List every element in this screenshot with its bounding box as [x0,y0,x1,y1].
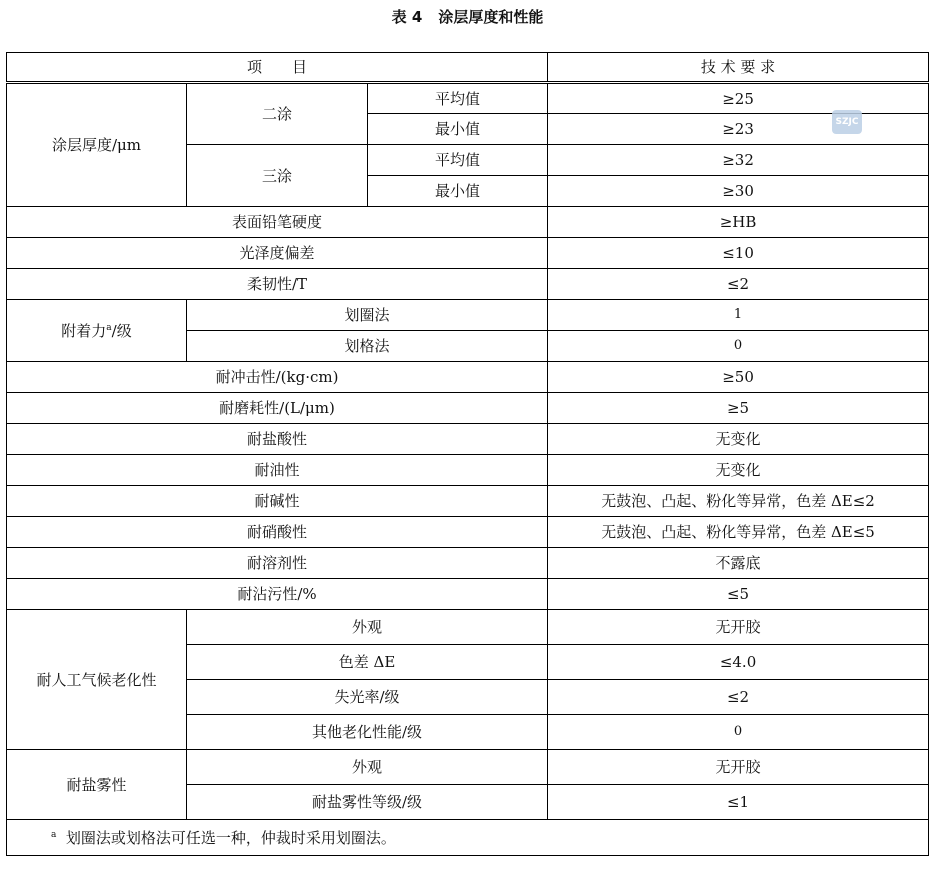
cell-value: ≤2 [548,680,929,715]
cell-value: ≥50 [548,362,929,393]
cell-value: 无鼓泡、凸起、粉化等异常，色差 ΔE≤5 [548,517,929,548]
row-label: 耐油性 [7,455,548,486]
cell-value: 1 [548,300,929,331]
table-row [7,393,929,424]
cell-value: 无鼓泡、凸起、粉化等异常，色差 ΔE≤2 [548,486,929,517]
properties-table [6,52,929,856]
row-label-minimum: 最小值 [368,176,548,207]
row-label-salt-spray: 耐盐雾性 [7,750,187,820]
table-row [7,486,929,517]
row-label: 外观 [187,610,548,645]
cell-value: ≥30 [548,176,929,207]
adhesion-unit: /级 [111,321,132,340]
footnote-marker: a [106,322,112,333]
cell-value: ≤2 [548,269,929,300]
table-header-row [7,53,929,83]
row-label: 耐沾污性/% [7,579,548,610]
table-row [7,424,929,455]
table-row [7,455,929,486]
footnote-marker: a [51,829,57,840]
row-label-adhesion [7,300,187,362]
cell-value: ≥32 [548,145,929,176]
cell-value: 不露底 [548,548,929,579]
row-label: 耐溶剂性 [7,548,548,579]
table-row [7,750,929,785]
cell-value: 无变化 [548,424,929,455]
row-label: 表面铅笔硬度 [7,207,548,238]
cell-value: 0 [548,331,929,362]
row-label-average: 平均值 [368,83,548,114]
table-row [7,207,929,238]
cell-value: 无变化 [548,455,929,486]
table-footnote-row [7,820,929,856]
row-label: 失光率/级 [187,680,548,715]
cell-value: 无开胶 [548,610,929,645]
table-row [7,610,929,645]
row-label: 耐磨耗性/(L/μm) [7,393,548,424]
table-row [7,548,929,579]
row-label: 光泽度偏差 [7,238,548,269]
row-label-coat3: 三涂 [187,145,368,207]
table-row [7,83,929,114]
table-row [7,362,929,393]
row-label: 外观 [187,750,548,785]
row-label-weathering: 耐人工气候老化性 [7,610,187,750]
table-row [7,300,929,331]
row-label: 划格法 [187,331,548,362]
row-label: 耐碱性 [7,486,548,517]
row-label-minimum: 最小值 [368,114,548,145]
table-title [0,6,935,28]
cell-value: ≤1 [548,785,929,820]
row-label: 耐盐酸性 [7,424,548,455]
row-label: 色差 ΔE [187,645,548,680]
row-label: 其他老化性能/级 [187,715,548,750]
row-label: 耐冲击性/(kg·cm) [7,362,548,393]
table-row [7,238,929,269]
footnote [7,820,929,856]
cell-value: ≤4.0 [548,645,929,680]
row-label-thickness: 涂层厚度/μm [7,83,187,207]
footnote-text: 划圈法或划格法可任选一种，仲裁时采用划圈法。 [65,828,396,847]
table-row [7,517,929,548]
cell-value: ≤5 [548,579,929,610]
cell-value: ≥25 [548,83,929,114]
row-label: 耐盐雾性等级/级 [187,785,548,820]
header-requirement: 技 术 要 求 [548,53,929,83]
row-label-average: 平均值 [368,145,548,176]
header-item: 项 目 [7,53,548,83]
cell-value: ≤10 [548,238,929,269]
cell-value: ≥HB [548,207,929,238]
adhesion-label: 附着力 [61,321,107,340]
row-label: 柔韧性/T [7,269,548,300]
cell-value: 无开胶 [548,750,929,785]
table-row [7,579,929,610]
cell-value: ≥23 [548,114,929,145]
table-number: 表 4 [391,8,423,26]
row-label-coat2: 二涂 [187,83,368,145]
row-label: 耐硝酸性 [7,517,548,548]
cell-value: ≥5 [548,393,929,424]
table-caption: 涂层厚度和性能 [438,8,544,26]
cell-value: 0 [548,715,929,750]
table-row [7,269,929,300]
row-label: 划圈法 [187,300,548,331]
watermark-logo: SZJC [832,110,862,134]
